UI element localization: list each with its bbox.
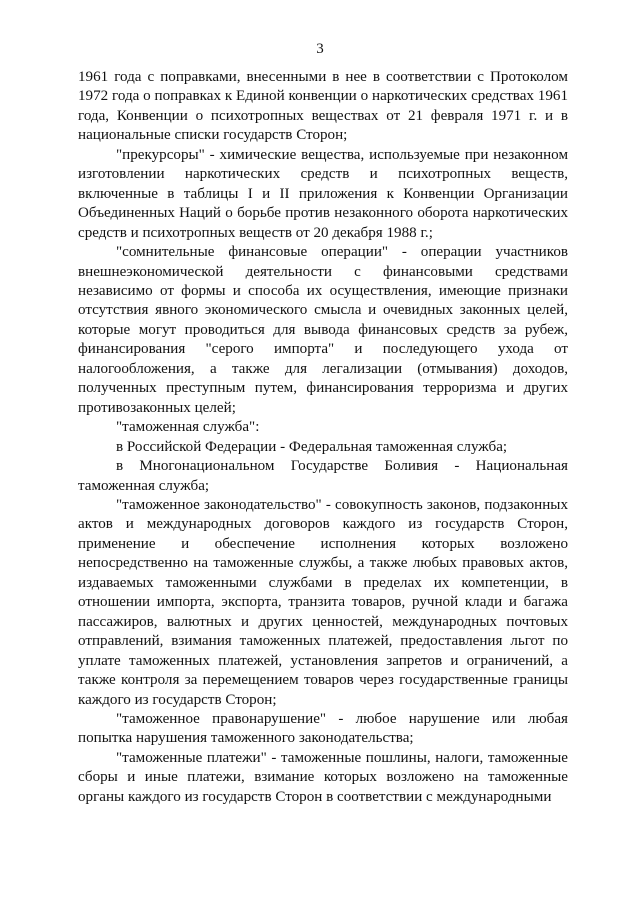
paragraph-precursors-definition: "прекурсоры" - химические вещества, используемые при незаконном изготовлении наркотических средств и психотропных веществ, включенные в таблицы I и II приложения к Конвенции Организации Объединенных Наций о борьбе против незаконного оборота наркотических средств и психотропных веществ от 20 декабря 1988 г.;: [78, 146, 568, 241]
paragraph-customs-service-russia: в Российской Федерации - Федеральная таможенная служба;: [116, 438, 508, 455]
paragraph-customs-service-heading: "таможенная служба":: [116, 419, 260, 436]
document-body: [78, 68, 568, 807]
paragraph-customs-payments-definition: "таможенные платежи" - таможенные пошлины, налоги, таможенные сборы и иные платежи, взимание которых возложено на таможенные органы каждого из государств Сторон в соответствии с международными: [78, 749, 568, 805]
paragraph-continuation: 1961 года с поправками, внесенными в нее в соответствии с Протоколом 1972 года о поправках к Единой конвенции о наркотических средствах 1961 года, Конвенции о психотропных веществах от 21 февраля 1971 г. и в национальные списки государств Сторон;: [78, 69, 568, 144]
paragraph-customs-legislation-definition: "таможенное законодательство" - совокупность законов, подзаконных актов и международных договоров каждого из государств Сторон, применение и обеспечение исполнения которых возложено непосредственно на таможенные службы, а также любых правовых актов, издаваемых таможенными службами в пределах их компетенции, в отношении импорта, экспорта, транзита товаров, ручной клади и багажа пассажиров, валютных и других ценностей, международных почтовых отправлений, взимания таможенных платежей, предоставления льгот по уплате таможенных платежей, установления запретов и ограничений, а также контроля за перемещением товаров через государственные границы каждого из государств Сторон;: [78, 496, 568, 708]
paragraph-customs-service-bolivia: в Многонациональном Государстве Боливия - Национальная таможенная служба;: [78, 458, 568, 494]
paragraph-suspicious-operations-definition: "сомнительные финансовые операции" - операции участников внешнеэкономической деятельности с финансовыми средствами независимо от формы и способа их осуществления, имеющие признаки отсутствия явного экономического смысла и очевидных законных целей, которые могут проводиться для вывода финансовых средств за рубеж, финансирования "серого импорта" и последующего ухода от налогообложения, а также для легализации (отмывания) доходов, полученных преступным путем, финансирования терроризма и других противозаконных целей;: [78, 244, 568, 416]
page-number: 3: [316, 41, 324, 57]
paragraph-customs-offense-definition: "таможенное правонарушение" - любое нарушение или любая попытка нарушения таможенного законодательства;: [78, 710, 568, 747]
